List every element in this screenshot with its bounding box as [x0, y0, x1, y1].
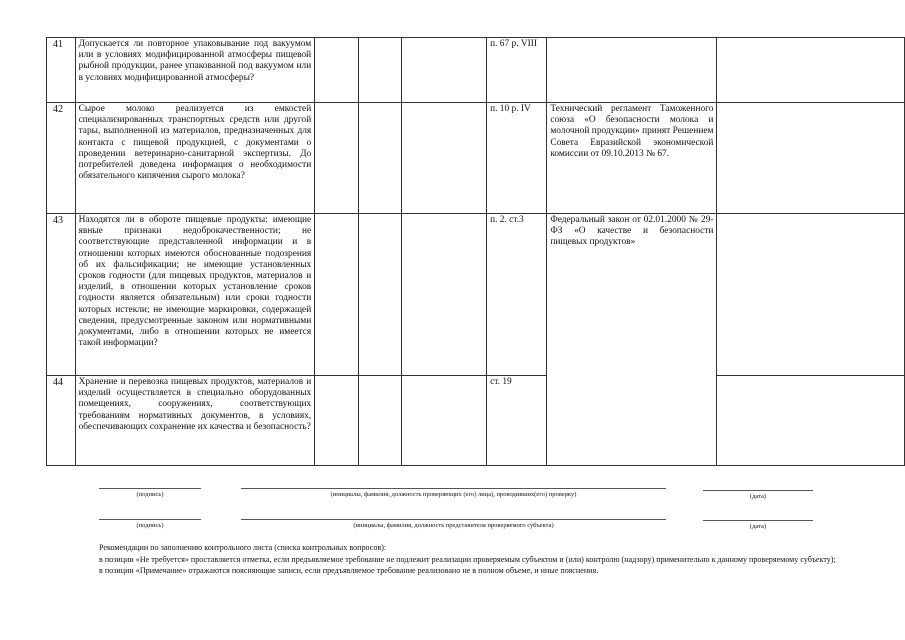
subject-signature-line — [99, 519, 201, 530]
subject-name-line — [241, 519, 666, 530]
answer-yes-cell — [315, 214, 358, 376]
recommendations-title: Рекомендации по заполнению контрольного листа (списка контрольных вопросов): — [99, 543, 387, 552]
recommendation-item: в позиции «Не требуется» проставляется отметка, если предъявляемое требование не подлежит реализации проверяемым субъектом и (или) контролю (надзору) применительно к данному проверяемому субъекту); — [99, 554, 836, 564]
recommendation-item: в позиции «Примечание» отражаются поясняющие записи, если предъявляемое требование реализовано не в полном объеме, и иные пояснения. — [99, 566, 599, 575]
answer-no-cell — [358, 38, 401, 103]
not-required-cell — [401, 214, 486, 376]
answer-no-cell — [358, 103, 401, 214]
note-cell — [717, 376, 905, 466]
law-text — [547, 38, 717, 103]
subject-date-line — [703, 520, 813, 531]
signature-caption: (подпись) — [136, 491, 164, 498]
signature-caption: (подпись) — [136, 522, 164, 529]
answer-no-cell — [358, 214, 401, 376]
question-text: Хранение и перевозка пищевых продуктов, материалов и изделий осуществляется в специально оборудованных помещениях, сооружениях, соответствующих требованиям нормативных документов, в условиях, обеспечивающих сохранение их качества и безопасность? — [75, 376, 315, 466]
table-row — [47, 214, 905, 376]
reference-text: ст. 19 — [487, 376, 547, 466]
note-cell — [717, 103, 905, 214]
date-caption: (дата) — [749, 523, 767, 530]
table-row — [47, 376, 905, 466]
reference-text: п. 10 р. IV — [487, 103, 547, 214]
answer-yes-cell — [315, 38, 358, 103]
checklist-table — [46, 37, 905, 466]
note-cell — [717, 214, 905, 376]
note-cell — [717, 38, 905, 103]
reference-text: п. 67 р. VIII — [487, 38, 547, 103]
table-row — [47, 38, 905, 103]
reference-text: п. 2. ст.3 — [487, 214, 547, 376]
recommendations-block — [46, 542, 856, 577]
row-number: 41 — [47, 38, 76, 103]
answer-yes-cell — [315, 376, 358, 466]
question-text: Допускается ли повторное упаковывание под вакуумом или в условиях модифицированной атмосферы пищевой рыбной продукции, ранее упакованной под вакуумом или в условиях модифицированной атмосферы? — [75, 38, 315, 103]
inspector-name-line — [241, 488, 666, 499]
row-number: 44 — [47, 376, 76, 466]
row-number: 43 — [47, 214, 76, 376]
law-text: Технический регламент Таможенного союза «О безопасности молока и молочной продукции» принят Решением Совета Евразийской экономической комиссии от 09.10.2013 № 67. — [547, 103, 717, 214]
inspector-date-line — [703, 490, 813, 501]
law-text: Федеральный закон от 02.01.2000 № 29-ФЗ «О качестве и безопасности пищевых продуктов» — [547, 214, 717, 466]
question-text: Сырое молоко реализуется из емкостей специализированных транспортных средств или другой тары, выполненной из материалов, предназначенных для контакта с пищевой продукцией, с документами о проведении ветеринарно-санитарной экспертизы. До потребителей доведена информация о необходимости обязательного кипячения сырого молока? — [75, 103, 315, 214]
not-required-cell — [401, 103, 486, 214]
name-caption: (инициалы, фамилия, должность представителя проверяемого субъекта) — [353, 522, 554, 529]
answer-yes-cell — [315, 103, 358, 214]
name-caption: (инициалы, фамилия, должность проверяющих (его) лица), проводивших(его) проверку) — [330, 491, 577, 498]
answer-no-cell — [358, 376, 401, 466]
inspector-signature-line — [99, 488, 201, 499]
not-required-cell — [401, 376, 486, 466]
question-text: Находятся ли в обороте пищевые продукты: имеющие явные признаки недоброкачественности; не соответствующие представленной информации и в отношении которых имеются обоснованные подозрения об их фальсификации; не имеющие установленных сроков годности (для пищевых продуктов, материалов и изделий, в отношении которых установление сроков годности является обязательным) или сроки годности которых истекли; не имеющие маркировки, содержащей сведения, предусмотренные законом или нормативными документами, либо в отношении которых не имеется такой информации? — [75, 214, 315, 376]
not-required-cell — [401, 38, 486, 103]
row-number: 42 — [47, 103, 76, 214]
table-row — [47, 103, 905, 214]
date-caption: (дата) — [749, 493, 767, 500]
